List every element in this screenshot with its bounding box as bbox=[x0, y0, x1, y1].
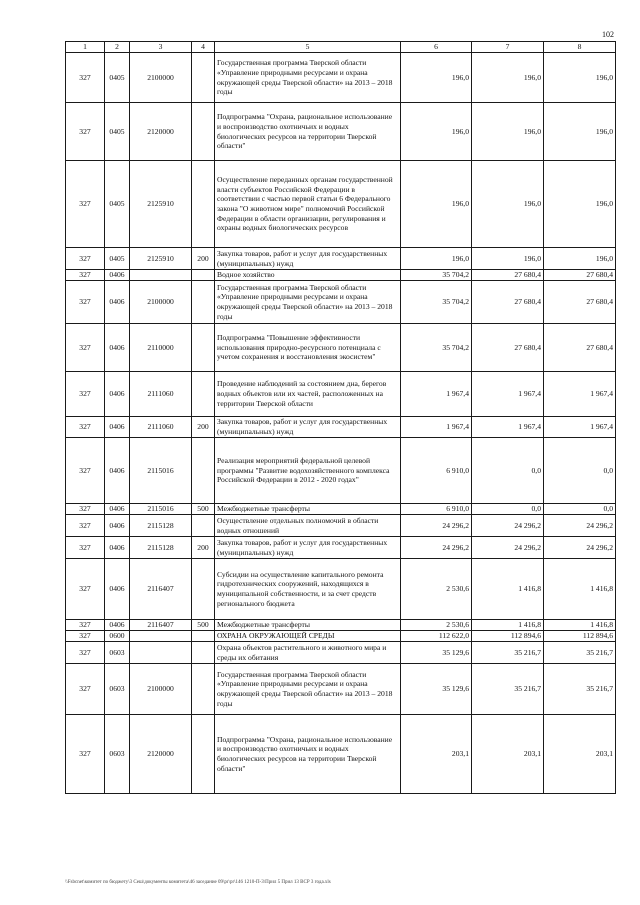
table-row bbox=[66, 281, 616, 324]
target-article-cell bbox=[130, 642, 192, 664]
amount-2017-cell: 35 216,7 bbox=[472, 642, 544, 664]
amount-2017-cell: 27 680,4 bbox=[472, 281, 544, 324]
amount-2017-cell: 1 967,4 bbox=[472, 372, 544, 417]
target-article-cell bbox=[130, 631, 192, 642]
description-cell: Осуществление переданных органам государственной власти субъектов Российской Федерации в соответствии с частью первой статьи 6 Федерального закона "О животном мире" полномочий Российской Федерации в области организации, регулирования и охраны водных биологических ресурсов bbox=[215, 161, 401, 248]
expense-type-cell: 500 bbox=[192, 504, 215, 515]
expense-type-cell bbox=[192, 438, 215, 504]
amount-2017-cell: 1 416,8 bbox=[472, 620, 544, 631]
description-cell: Подпрограмма "Охрана, рациональное использование и воспроизводство охотничьих и водных биологических ресурсов на территории Тверской области" bbox=[215, 103, 401, 161]
expense-type-cell bbox=[192, 372, 215, 417]
section-code-cell: 0603 bbox=[105, 715, 130, 794]
section-code-cell: 0603 bbox=[105, 664, 130, 715]
amount-2017-cell: 112 894,6 bbox=[472, 631, 544, 642]
expense-type-cell: 200 bbox=[192, 537, 215, 559]
target-article-cell: 2120000 bbox=[130, 103, 192, 161]
section-code-cell: 0405 bbox=[105, 53, 130, 103]
amount-2016-cell: 203,1 bbox=[401, 715, 472, 794]
table-row bbox=[66, 372, 616, 417]
amount-2018-cell: 1 967,4 bbox=[544, 372, 616, 417]
table-row bbox=[66, 248, 616, 270]
description-cell: Государственная программа Тверской области «Управление природными ресурсами и охрана окружающей среды Тверской области» на 2013 – 2018 годы bbox=[215, 281, 401, 324]
target-article-cell: 2100000 bbox=[130, 664, 192, 715]
section-code-cell: 0406 bbox=[105, 537, 130, 559]
amount-2018-cell: 27 680,4 bbox=[544, 270, 616, 281]
amount-2017-cell: 196,0 bbox=[472, 248, 544, 270]
section-code-cell: 0406 bbox=[105, 438, 130, 504]
description-cell: Закупка товаров, работ и услуг для государственных (муниципальных) нужд bbox=[215, 248, 401, 270]
target-article-cell: 2110000 bbox=[130, 324, 192, 372]
table-row bbox=[66, 103, 616, 161]
table-row bbox=[66, 537, 616, 559]
table-row bbox=[66, 559, 616, 620]
section-code-cell: 0405 bbox=[105, 161, 130, 248]
table-row bbox=[66, 161, 616, 248]
amount-2016-cell: 24 296,2 bbox=[401, 515, 472, 537]
amount-2018-cell: 24 296,2 bbox=[544, 537, 616, 559]
ministry-code-cell: 327 bbox=[66, 438, 105, 504]
header-cell: 6 bbox=[401, 42, 472, 53]
expense-type-cell bbox=[192, 631, 215, 642]
target-article-cell: 2115016 bbox=[130, 438, 192, 504]
description-cell: Реализация мероприятий федеральной целевой программы "Развитие водохозяйственного комплекса Российской Федерации в 2012 - 2020 годах" bbox=[215, 438, 401, 504]
target-article-cell: 2111060 bbox=[130, 372, 192, 417]
table-body bbox=[66, 42, 616, 794]
amount-2017-cell: 203,1 bbox=[472, 715, 544, 794]
expense-type-cell: 200 bbox=[192, 248, 215, 270]
table-row bbox=[66, 515, 616, 537]
target-article-cell: 2116407 bbox=[130, 559, 192, 620]
table-row bbox=[66, 504, 616, 515]
expense-type-cell bbox=[192, 715, 215, 794]
amount-2018-cell: 196,0 bbox=[544, 53, 616, 103]
amount-2016-cell: 35 704,2 bbox=[401, 270, 472, 281]
section-code-cell: 0405 bbox=[105, 103, 130, 161]
header-cell: 1 bbox=[66, 42, 105, 53]
header-cell: 5 bbox=[215, 42, 401, 53]
target-article-cell: 2125910 bbox=[130, 248, 192, 270]
page-number: 102 bbox=[602, 30, 614, 39]
expense-type-cell bbox=[192, 324, 215, 372]
amount-2018-cell: 1 416,8 bbox=[544, 620, 616, 631]
target-article-cell: 2111060 bbox=[130, 417, 192, 438]
ministry-code-cell: 327 bbox=[66, 631, 105, 642]
amount-2018-cell: 27 680,4 bbox=[544, 281, 616, 324]
ministry-code-cell: 327 bbox=[66, 417, 105, 438]
header-cell: 7 bbox=[472, 42, 544, 53]
ministry-code-cell: 327 bbox=[66, 53, 105, 103]
ministry-code-cell: 327 bbox=[66, 664, 105, 715]
section-code-cell: 0600 bbox=[105, 631, 130, 642]
section-code-cell: 0406 bbox=[105, 372, 130, 417]
ministry-code-cell: 327 bbox=[66, 537, 105, 559]
table-row bbox=[66, 642, 616, 664]
budget-table bbox=[65, 41, 616, 794]
header-cell: 8 bbox=[544, 42, 616, 53]
amount-2016-cell: 35 129,6 bbox=[401, 664, 472, 715]
header-cell: 2 bbox=[105, 42, 130, 53]
amount-2016-cell: 35 129,6 bbox=[401, 642, 472, 664]
ministry-code-cell: 327 bbox=[66, 324, 105, 372]
ministry-code-cell: 327 bbox=[66, 642, 105, 664]
ministry-code-cell: 327 bbox=[66, 515, 105, 537]
target-article-cell: 2100000 bbox=[130, 53, 192, 103]
amount-2016-cell: 24 296,2 bbox=[401, 537, 472, 559]
target-article-cell: 2115128 bbox=[130, 537, 192, 559]
ministry-code-cell: 327 bbox=[66, 372, 105, 417]
amount-2018-cell: 27 680,4 bbox=[544, 324, 616, 372]
expense-type-cell bbox=[192, 664, 215, 715]
header-row bbox=[66, 42, 616, 53]
section-code-cell: 0406 bbox=[105, 417, 130, 438]
expense-type-cell bbox=[192, 515, 215, 537]
amount-2018-cell: 1 416,8 bbox=[544, 559, 616, 620]
amount-2018-cell: 24 296,2 bbox=[544, 515, 616, 537]
amount-2017-cell: 1 967,4 bbox=[472, 417, 544, 438]
description-cell: Подпрограмма "Повышение эффективности использования природно-ресурсного потенциала с учетом сохранения и восстановления экосистем" bbox=[215, 324, 401, 372]
expense-type-cell: 500 bbox=[192, 620, 215, 631]
amount-2016-cell: 1 967,4 bbox=[401, 372, 472, 417]
ministry-code-cell: 327 bbox=[66, 559, 105, 620]
expense-type-cell bbox=[192, 270, 215, 281]
target-article-cell: 2120000 bbox=[130, 715, 192, 794]
amount-2018-cell: 196,0 bbox=[544, 103, 616, 161]
amount-2018-cell: 112 894,6 bbox=[544, 631, 616, 642]
amount-2018-cell: 0,0 bbox=[544, 504, 616, 515]
amount-2018-cell: 35 216,7 bbox=[544, 664, 616, 715]
section-code-cell: 0406 bbox=[105, 270, 130, 281]
section-code-cell: 0406 bbox=[105, 281, 130, 324]
description-cell: Проведение наблюдений за состоянием дна, берегов водных объектов или их частей, расположенных на территории Тверской области bbox=[215, 372, 401, 417]
target-article-cell: 2115016 bbox=[130, 504, 192, 515]
amount-2017-cell: 0,0 bbox=[472, 438, 544, 504]
section-code-cell: 0406 bbox=[105, 559, 130, 620]
description-cell: Подпрограмма "Охрана, рациональное использование и воспроизводство охотничьих и водных биологических ресурсов на территории Тверской области" bbox=[215, 715, 401, 794]
expense-type-cell bbox=[192, 559, 215, 620]
expense-type-cell bbox=[192, 103, 215, 161]
table-row bbox=[66, 620, 616, 631]
ministry-code-cell: 327 bbox=[66, 715, 105, 794]
description-cell: Государственная программа Тверской области «Управление природными ресурсами и охрана окружающей среды Тверской области» на 2013 – 2018 годы bbox=[215, 53, 401, 103]
expense-type-cell bbox=[192, 161, 215, 248]
section-code-cell: 0406 bbox=[105, 515, 130, 537]
header-cell: 3 bbox=[130, 42, 192, 53]
section-code-cell: 0405 bbox=[105, 248, 130, 270]
table-row bbox=[66, 270, 616, 281]
description-cell: ОХРАНА ОКРУЖАЮЩЕЙ СРЕДЫ bbox=[215, 631, 401, 642]
amount-2016-cell: 112 622,0 bbox=[401, 631, 472, 642]
ministry-code-cell: 327 bbox=[66, 161, 105, 248]
amount-2016-cell: 6 910,0 bbox=[401, 504, 472, 515]
amount-2017-cell: 196,0 bbox=[472, 53, 544, 103]
target-article-cell: 2125910 bbox=[130, 161, 192, 248]
table-row bbox=[66, 631, 616, 642]
amount-2016-cell: 196,0 bbox=[401, 248, 472, 270]
amount-2016-cell: 196,0 bbox=[401, 161, 472, 248]
description-cell: Межбюджетные трансферты bbox=[215, 504, 401, 515]
table-row bbox=[66, 715, 616, 794]
expense-type-cell: 200 bbox=[192, 417, 215, 438]
amount-2018-cell: 203,1 bbox=[544, 715, 616, 794]
amount-2018-cell: 0,0 bbox=[544, 438, 616, 504]
ministry-code-cell: 327 bbox=[66, 248, 105, 270]
amount-2016-cell: 196,0 bbox=[401, 103, 472, 161]
description-cell: Охрана объектов растительного и животного мира и среды их обитания bbox=[215, 642, 401, 664]
description-cell: Водное хозяйство bbox=[215, 270, 401, 281]
amount-2017-cell: 24 296,2 bbox=[472, 537, 544, 559]
amount-2016-cell: 196,0 bbox=[401, 53, 472, 103]
amount-2017-cell: 27 680,4 bbox=[472, 324, 544, 372]
section-code-cell: 0406 bbox=[105, 620, 130, 631]
target-article-cell: 2115128 bbox=[130, 515, 192, 537]
table-row bbox=[66, 664, 616, 715]
description-cell: Субсидии на осуществление капитального ремонта гидротехнических сооружений, находящихся в муниципальной собственности, и за счет средств регионального бюджета bbox=[215, 559, 401, 620]
amount-2017-cell: 27 680,4 bbox=[472, 270, 544, 281]
amount-2017-cell: 196,0 bbox=[472, 161, 544, 248]
amount-2016-cell: 2 530,6 bbox=[401, 559, 472, 620]
table-row bbox=[66, 324, 616, 372]
ministry-code-cell: 327 bbox=[66, 620, 105, 631]
description-cell: Закупка товаров, работ и услуг для государственных (муниципальных) нужд bbox=[215, 417, 401, 438]
description-cell: Осуществление отдельных полномочий в области водных отношений bbox=[215, 515, 401, 537]
amount-2017-cell: 196,0 bbox=[472, 103, 544, 161]
amount-2018-cell: 196,0 bbox=[544, 248, 616, 270]
table-row bbox=[66, 417, 616, 438]
ministry-code-cell: 327 bbox=[66, 281, 105, 324]
amount-2016-cell: 1 967,4 bbox=[401, 417, 472, 438]
expense-type-cell bbox=[192, 53, 215, 103]
expense-type-cell bbox=[192, 642, 215, 664]
amount-2017-cell: 1 416,8 bbox=[472, 559, 544, 620]
amount-2016-cell: 2 530,6 bbox=[401, 620, 472, 631]
ministry-code-cell: 327 bbox=[66, 504, 105, 515]
target-article-cell bbox=[130, 270, 192, 281]
table-row bbox=[66, 53, 616, 103]
amount-2017-cell: 35 216,7 bbox=[472, 664, 544, 715]
ministry-code-cell: 327 bbox=[66, 270, 105, 281]
file-path-footer: \\Fsbcnet\комитет по бюджету\3 Сеш\документы комитета\46 заседание 09\pr\pr\146 1210-П-3\Прил 5 Прил 13 ВСР 3 года.xls bbox=[65, 880, 331, 885]
description-cell: Межбюджетные трансферты bbox=[215, 620, 401, 631]
section-code-cell: 0406 bbox=[105, 504, 130, 515]
amount-2016-cell: 35 704,2 bbox=[401, 324, 472, 372]
section-code-cell: 0406 bbox=[105, 324, 130, 372]
description-cell: Закупка товаров, работ и услуг для государственных (муниципальных) нужд bbox=[215, 537, 401, 559]
amount-2018-cell: 35 216,7 bbox=[544, 642, 616, 664]
amount-2016-cell: 35 704,2 bbox=[401, 281, 472, 324]
amount-2018-cell: 196,0 bbox=[544, 161, 616, 248]
expense-type-cell bbox=[192, 281, 215, 324]
amount-2018-cell: 1 967,4 bbox=[544, 417, 616, 438]
amount-2016-cell: 6 910,0 bbox=[401, 438, 472, 504]
amount-2017-cell: 24 296,2 bbox=[472, 515, 544, 537]
ministry-code-cell: 327 bbox=[66, 103, 105, 161]
amount-2017-cell: 0,0 bbox=[472, 504, 544, 515]
target-article-cell: 2116407 bbox=[130, 620, 192, 631]
target-article-cell: 2100000 bbox=[130, 281, 192, 324]
section-code-cell: 0603 bbox=[105, 642, 130, 664]
table-row bbox=[66, 438, 616, 504]
header-cell: 4 bbox=[192, 42, 215, 53]
description-cell: Государственная программа Тверской области «Управление природными ресурсами и охрана окружающей среды Тверской области» на 2013 – 2018 годы bbox=[215, 664, 401, 715]
